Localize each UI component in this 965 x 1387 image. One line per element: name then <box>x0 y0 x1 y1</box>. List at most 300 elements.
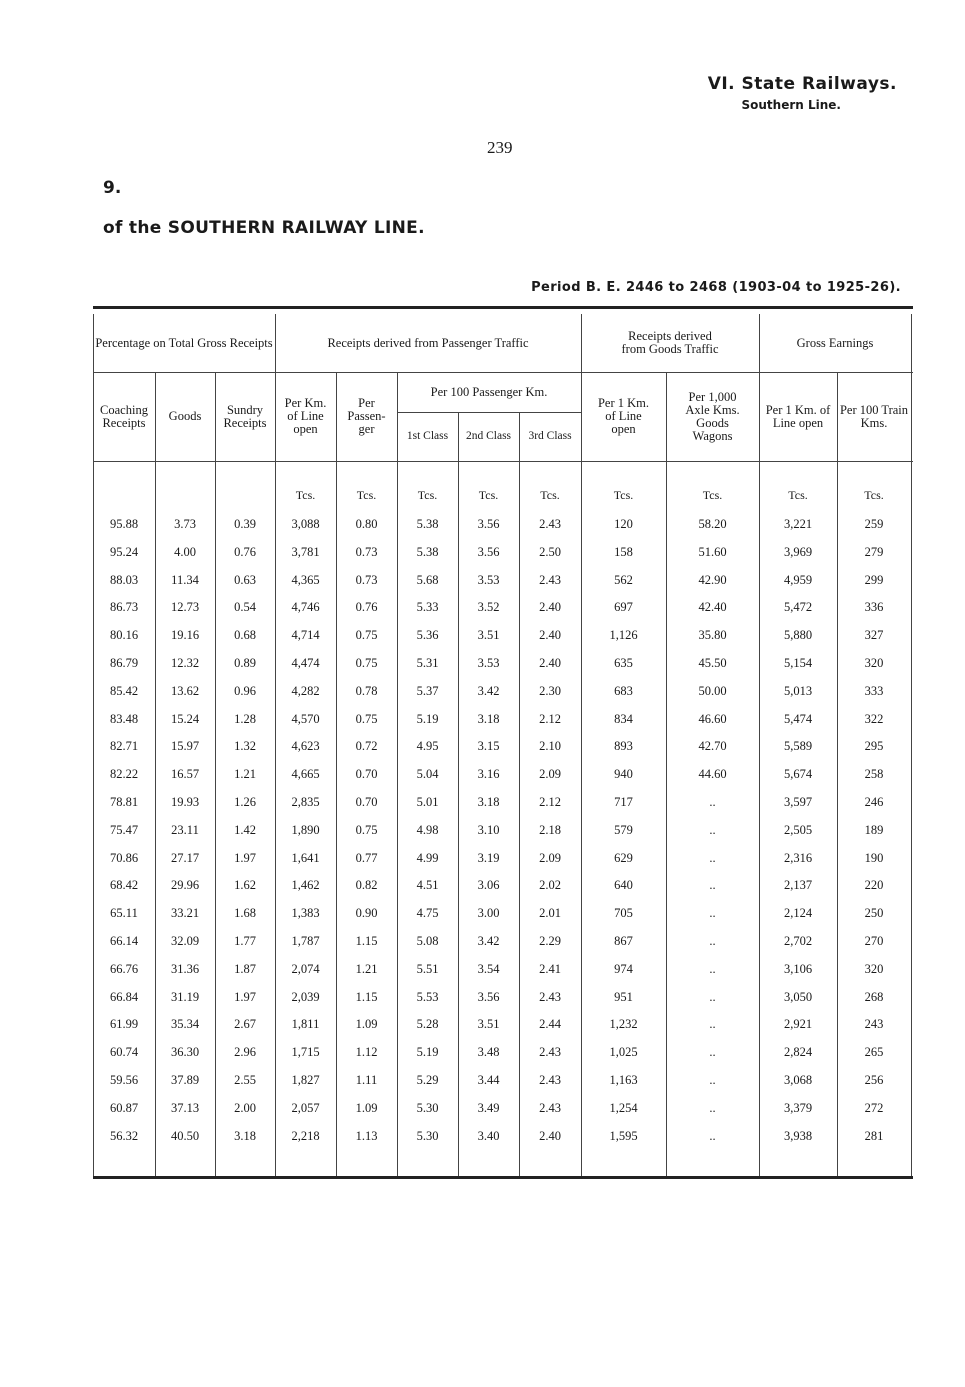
table-cell: 2.00 <box>234 1100 256 1115</box>
table-cell: 4,570 <box>291 711 320 726</box>
section-number: 9. <box>103 178 122 198</box>
table-cell: 246 <box>864 795 884 809</box>
column-header: Per 100 Train Kms. <box>839 402 909 430</box>
table-cell: 80.16 <box>109 628 139 643</box>
table-cell: 243 <box>864 1017 884 1032</box>
table-cell: 82.71 <box>109 739 139 754</box>
table-cell: 0.70 <box>355 795 378 809</box>
table-cell: 58.20 <box>698 517 727 531</box>
table-cell: 2.43 <box>539 989 561 1004</box>
group-header: Percentage on Total Gross Receipts <box>95 335 273 350</box>
table-cell: 635 <box>614 656 633 670</box>
table-cell: 4,365 <box>291 572 320 587</box>
table-cell: 974 <box>614 961 633 976</box>
table-cell: 5.38 <box>416 517 439 531</box>
table-cell: 3.16 <box>477 767 500 782</box>
table-cell: 59.56 <box>109 1073 139 1087</box>
table-cell: 2.43 <box>539 572 561 587</box>
table-cell: 45.50 <box>698 656 727 670</box>
table-cell: 2.09 <box>539 850 561 865</box>
table-cell: 95.24 <box>109 544 139 559</box>
table-cell: 3.52 <box>477 600 500 615</box>
table-cell: 32.09 <box>170 934 200 948</box>
table-cell: 0.76 <box>355 600 378 615</box>
table-cell: 322 <box>864 711 884 726</box>
table-cell: 951 <box>614 989 633 1004</box>
table-cell: 2.40 <box>539 1128 561 1143</box>
table-cell: 629 <box>614 850 633 865</box>
table-cell: 1.42 <box>234 822 256 837</box>
table-cell: 5.28 <box>416 1017 439 1032</box>
table-cell: 1.32 <box>234 739 256 754</box>
table-cell: 4,714 <box>291 628 320 643</box>
table-cell: 2.50 <box>539 544 561 559</box>
table-cell: 1,254 <box>609 1100 638 1115</box>
table-cell: 190 <box>864 850 884 865</box>
section-header <box>708 74 897 112</box>
table-cell: 1.12 <box>355 1045 378 1060</box>
table-cell: 5.01 <box>416 795 439 809</box>
table-cell: 68.42 <box>109 878 139 893</box>
table-cell: 5.31 <box>416 656 439 670</box>
unit-label: Tcs. <box>295 488 316 502</box>
table-cell: 1.09 <box>355 1100 378 1115</box>
table-cell: 0.75 <box>355 711 378 726</box>
group-header: Receipts derived from Passenger Traffic <box>327 335 529 350</box>
table-cell: .. <box>709 934 716 948</box>
table-cell: 0.73 <box>355 544 378 559</box>
table-cell: 2.02 <box>539 878 561 893</box>
table-cell: 2.67 <box>234 1017 256 1032</box>
table-cell: 4.95 <box>416 739 439 754</box>
table-cell: .. <box>709 1017 716 1032</box>
table-cell: 2.44 <box>539 1017 561 1032</box>
table-cell: 299 <box>864 572 884 587</box>
table-cell: 5.19 <box>416 711 439 726</box>
column-header: 2nd Class <box>465 430 512 442</box>
table-cell: 0.68 <box>234 628 256 643</box>
table-cell: 2.40 <box>539 656 561 670</box>
table-cell: 15.97 <box>170 739 200 754</box>
table-cell: 75.47 <box>109 822 139 837</box>
table-cell: 27.17 <box>170 850 200 865</box>
table-cell: 1,232 <box>609 1017 638 1032</box>
table-bottom-rule <box>93 1176 913 1179</box>
table-cell: 2,137 <box>783 878 813 893</box>
table-cell: 893 <box>614 739 633 754</box>
table-cell: 3.44 <box>477 1073 500 1087</box>
table-cell: 320 <box>864 656 884 670</box>
table-cell: 60.87 <box>109 1100 139 1115</box>
table-cell: 2,218 <box>291 1128 320 1143</box>
table-cell: 5.38 <box>416 544 439 559</box>
table-cell: 3.53 <box>477 572 500 587</box>
table-cell: 66.76 <box>109 961 139 976</box>
table-title: of the SOUTHERN RAILWAY LINE. <box>103 218 425 238</box>
table-cell: 3,781 <box>291 544 320 559</box>
table-cell: 33.21 <box>170 906 200 921</box>
table-cell: 2.43 <box>539 1045 561 1060</box>
table-cell: .. <box>709 961 716 976</box>
table-cell: 1,462 <box>291 878 320 893</box>
table-cell: 3,938 <box>783 1128 813 1143</box>
table-cell: 66.14 <box>109 934 139 948</box>
table-cell: .. <box>709 878 716 893</box>
table-cell: 23.11 <box>171 822 199 837</box>
table-cell: 1.21 <box>234 767 256 782</box>
table-cell: 0.96 <box>234 683 256 698</box>
table-cell: .. <box>709 1128 716 1143</box>
column-header: Coaching Receipts <box>100 402 148 430</box>
table-cell: 0.75 <box>355 822 378 837</box>
table-cell: 37.89 <box>170 1073 200 1087</box>
table-cell: 1.09 <box>355 1017 378 1032</box>
column-header: Per 1 Km. of Line open <box>597 396 650 436</box>
table-cell: 295 <box>864 739 884 754</box>
column-header: Per 1,000 Axle Kms. Goods Wagons <box>685 389 740 443</box>
table-cell: 1.97 <box>234 850 256 865</box>
table-cell: 834 <box>614 711 633 726</box>
table-cell: 1,715 <box>291 1045 320 1060</box>
table-cell: 0.75 <box>355 628 378 643</box>
table-cell: 2,824 <box>783 1045 813 1060</box>
table-cell: 1.26 <box>234 795 256 809</box>
table-cell: 250 <box>864 906 884 921</box>
table-cell: 1.28 <box>234 711 256 726</box>
table-cell: 3,050 <box>783 989 813 1004</box>
unit-label: Tcs. <box>864 488 884 502</box>
table-cell: 5.53 <box>416 989 439 1004</box>
table-cell: 2.12 <box>539 795 561 809</box>
table-cell: 0.78 <box>355 683 378 698</box>
table-cell: 940 <box>614 767 633 782</box>
table-cell: 1.21 <box>355 961 378 976</box>
table-cell: 2,057 <box>291 1100 320 1115</box>
table-cell: 3.56 <box>477 517 500 531</box>
table-cell: .. <box>709 1045 716 1060</box>
table-cell: 697 <box>614 600 633 615</box>
table-cell: 1,025 <box>609 1045 638 1060</box>
table-cell: 4,282 <box>291 683 320 698</box>
table-cell: 1,787 <box>291 934 320 948</box>
unit-label: Tcs. <box>788 488 808 502</box>
table-cell: 3.15 <box>477 739 500 754</box>
table-cell: 5,674 <box>783 767 813 782</box>
table-cell: 70.86 <box>109 850 139 865</box>
table-cell: 0.73 <box>355 572 378 587</box>
table-cell: 95.88 <box>109 517 139 531</box>
table-cell: .. <box>709 850 716 865</box>
table-cell: 3.06 <box>477 878 500 893</box>
table-cell: 1.97 <box>234 989 256 1004</box>
table-cell: 1,890 <box>291 822 320 837</box>
table-cell: 0.72 <box>355 739 378 754</box>
group-header: Gross Earnings <box>796 335 874 350</box>
table-cell: 268 <box>864 989 884 1004</box>
unit-label: Tcs. <box>540 488 560 502</box>
column-header: Goods <box>168 409 202 423</box>
table-cell: 3.18 <box>234 1128 256 1143</box>
table-cell: 0.39 <box>234 517 256 531</box>
table-cell: 4.75 <box>416 906 439 921</box>
unit-label: Tcs. <box>613 488 634 502</box>
table-cell: 88.03 <box>109 572 139 587</box>
column-header: Per Passen-ger <box>347 396 386 436</box>
table-cell: 3.18 <box>477 711 500 726</box>
table-cell: 3.48 <box>477 1045 500 1060</box>
table-cell: 0.77 <box>355 850 378 865</box>
table-cell: 220 <box>864 878 884 893</box>
table-cell: 3.40 <box>477 1128 500 1143</box>
table-cell: .. <box>709 989 716 1004</box>
unit-label: Tcs. <box>356 488 377 502</box>
table-cell: 2,124 <box>783 906 813 921</box>
table-cell: 4,474 <box>291 656 320 670</box>
table-cell: 3,221 <box>783 517 813 531</box>
table-cell: 158 <box>614 544 633 559</box>
table-cell: 5,880 <box>783 628 813 643</box>
table-cell: 270 <box>864 934 884 948</box>
table-cell: 19.16 <box>170 628 200 643</box>
table-cell: 83.48 <box>109 711 139 726</box>
column-header: Per 1 Km. of Line open <box>765 402 831 430</box>
table-cell: 281 <box>864 1128 884 1143</box>
table-cell: 320 <box>864 961 884 976</box>
table-cell: 2,039 <box>291 989 320 1004</box>
table-cell: 35.80 <box>698 628 727 643</box>
table-cell: 0.63 <box>234 572 256 587</box>
table-cell: 61.99 <box>109 1017 139 1032</box>
table-cell: 31.19 <box>170 989 200 1004</box>
table-cell: 2,835 <box>291 795 320 809</box>
table-cell: 120 <box>614 517 633 531</box>
table-cell: 1,641 <box>291 850 320 865</box>
table-cell: 2.29 <box>539 934 561 948</box>
table-cell: 2.12 <box>539 711 561 726</box>
table-cell: 3,379 <box>783 1100 813 1115</box>
table-cell: 46.60 <box>698 711 727 726</box>
table-cell: 0.70 <box>355 767 378 782</box>
table-cell: 36.30 <box>170 1045 200 1060</box>
table-cell: 15.24 <box>170 711 200 726</box>
table-cell: 5,013 <box>783 683 813 698</box>
table-cell: 42.40 <box>698 600 727 615</box>
table-cell: 1.87 <box>234 961 256 976</box>
table-cell: 1.15 <box>355 934 378 948</box>
table-cell: 4,623 <box>291 739 320 754</box>
unit-label: Tcs. <box>702 488 723 502</box>
table-cell: 2.18 <box>539 822 561 837</box>
table-cell: 327 <box>864 628 884 643</box>
column-header: 3rd Class <box>528 430 572 442</box>
table-cell: 279 <box>864 544 884 559</box>
table-cell: 5.33 <box>416 600 439 615</box>
table-cell: 5.30 <box>416 1128 439 1143</box>
unit-label: Tcs. <box>417 488 438 502</box>
table-cell: 4.98 <box>416 822 439 837</box>
table-cell: 3,969 <box>783 544 813 559</box>
table-cell: 42.70 <box>698 739 727 754</box>
table-cell: 1.11 <box>355 1073 378 1087</box>
column-header: Per Km. of Line open <box>284 396 327 436</box>
table-cell: 35.34 <box>170 1017 200 1032</box>
table-cell: 5.37 <box>416 683 439 698</box>
table-cell: 4.51 <box>416 878 439 893</box>
table-cell: 1,811 <box>291 1017 320 1032</box>
col-rule <box>911 314 912 1176</box>
table-cell: 51.60 <box>698 544 727 559</box>
unit-label: Tcs. <box>478 488 499 502</box>
table-cell: 3,597 <box>783 795 813 809</box>
table-cell: 3,088 <box>291 517 320 531</box>
table-cell: 86.79 <box>109 656 139 670</box>
table-cell: 4,959 <box>783 572 813 587</box>
table-cell: 82.22 <box>109 767 139 782</box>
table-cell: 2.30 <box>539 683 561 698</box>
table-cell: 336 <box>864 600 884 615</box>
table-cell: 2.43 <box>539 1100 561 1115</box>
table-cell: 12.32 <box>170 656 200 670</box>
table-cell: .. <box>709 1100 716 1115</box>
table-cell: 3.54 <box>477 961 500 976</box>
table-cell: .. <box>709 795 716 809</box>
table-cell: 1,163 <box>609 1073 638 1087</box>
table-cell: 1,827 <box>291 1073 320 1087</box>
table-cell: 29.96 <box>170 878 200 893</box>
table-cell: 5,589 <box>783 739 813 754</box>
table-cell: 0.54 <box>234 600 256 615</box>
table-cell: 2,702 <box>783 934 813 948</box>
table-cell: 1,595 <box>609 1128 638 1143</box>
table-cell: 265 <box>864 1045 884 1060</box>
table-cell: 2,505 <box>783 822 813 837</box>
table-cell: 683 <box>614 683 633 698</box>
table-cell: 2.01 <box>539 906 561 921</box>
table-cell: 3,068 <box>783 1073 813 1087</box>
table-cell: 5.51 <box>416 961 439 976</box>
table-cell: 1,126 <box>609 628 638 643</box>
table-cell: 12.73 <box>170 600 200 615</box>
table-cell: 66.84 <box>109 989 139 1004</box>
subgroup-header: Per 100 Passenger Km. <box>430 384 548 399</box>
table-cell: 579 <box>614 822 633 837</box>
table-cell: 867 <box>614 934 633 948</box>
table-cell: 65.11 <box>110 906 138 921</box>
table-cell: 2.96 <box>234 1045 256 1060</box>
table-cell: 2.40 <box>539 600 561 615</box>
table-cell: 5.30 <box>416 1100 439 1115</box>
table-cell: 16.57 <box>170 767 200 782</box>
table-cell: 50.00 <box>698 683 727 698</box>
table-cell: 3.51 <box>477 628 500 643</box>
table-cell: 2.43 <box>539 517 561 531</box>
table-cell: 2.09 <box>539 767 561 782</box>
table-cell: 1.13 <box>355 1128 378 1143</box>
table-cell: 717 <box>614 795 633 809</box>
table-cell: 11.34 <box>171 572 199 587</box>
table-cell: 3.00 <box>477 906 500 921</box>
table-cell: 0.89 <box>234 656 256 670</box>
table-cell: 1.62 <box>234 878 256 893</box>
table-cell: 2.43 <box>539 1073 561 1087</box>
table-cell: 3.19 <box>477 850 500 865</box>
table-cell: 3.56 <box>477 989 500 1004</box>
table-cell: 258 <box>864 767 884 782</box>
table-cell: 0.80 <box>355 517 378 531</box>
table-cell: 2.10 <box>539 739 561 754</box>
section-title: VI. State Railways. <box>707 74 897 94</box>
table-cell: 1.77 <box>234 934 256 948</box>
table-cell: 4,665 <box>291 767 320 782</box>
table-cell: 2,316 <box>783 850 813 865</box>
table-cell: 189 <box>864 822 884 837</box>
table-cell: 5,474 <box>783 711 813 726</box>
page-number: 239 <box>487 138 513 157</box>
table-cell: 4.00 <box>174 544 196 559</box>
table-cell: 40.50 <box>170 1128 200 1143</box>
table-cell: 13.62 <box>170 683 200 698</box>
table-cell: 256 <box>864 1073 884 1087</box>
table-cell: 0.76 <box>234 544 256 559</box>
table-cell: 86.73 <box>109 600 139 615</box>
table-cell: 1,383 <box>291 906 320 921</box>
group-header: Receipts derived from Goods Traffic <box>621 329 719 356</box>
table-cell: 1.68 <box>234 906 256 921</box>
table-cell: 3,106 <box>783 961 813 976</box>
statistics-table <box>93 306 913 1180</box>
period-label: Period B. E. 2446 to 2468 (1903-04 to 1925-26). <box>531 280 901 295</box>
table-cell: 5,472 <box>783 600 813 615</box>
table-cell: 3.18 <box>477 795 500 809</box>
table-cell: 60.74 <box>109 1045 139 1060</box>
table-cell: 5.36 <box>416 628 439 643</box>
table-cell: 2,921 <box>783 1017 813 1032</box>
header-bottom-rule <box>93 461 913 462</box>
table-cell: 78.81 <box>109 795 139 809</box>
table-cell: 3.73 <box>174 517 196 531</box>
table-cell: 333 <box>864 683 884 698</box>
table-cell: 42.90 <box>698 572 727 587</box>
table-cell: 31.36 <box>170 961 200 976</box>
column-header: 1st Class <box>406 430 449 442</box>
table-cell: 259 <box>864 517 884 531</box>
table-cell: 44.60 <box>698 767 727 782</box>
table-cell: 2.55 <box>234 1073 256 1087</box>
table-cell: 0.90 <box>355 906 378 921</box>
table-cell: 3.42 <box>477 934 500 948</box>
table-cell: 19.93 <box>170 795 200 809</box>
table-cell: 2.40 <box>539 628 561 643</box>
table-cell: 5.29 <box>416 1073 439 1087</box>
table-cell: 37.13 <box>170 1100 200 1115</box>
table-cell: 5.08 <box>416 934 439 948</box>
section-subtitle: Southern Line. <box>741 98 841 112</box>
table-cell: 3.49 <box>477 1100 500 1115</box>
table-cell: 562 <box>614 572 633 587</box>
table-cell: 5.19 <box>416 1045 439 1060</box>
table-cell: 272 <box>864 1100 884 1115</box>
table-cell: 705 <box>614 906 633 921</box>
table-cell: 0.75 <box>355 656 378 670</box>
table-cell: .. <box>709 822 716 837</box>
table-cell: 85.42 <box>109 683 139 698</box>
table-cell: 56.32 <box>109 1128 139 1143</box>
table-cell: 5.04 <box>416 767 439 782</box>
table-cell: 3.42 <box>477 683 500 698</box>
table-cell: 0.82 <box>355 878 378 893</box>
table-cell: 4.99 <box>416 850 439 865</box>
table-cell: 3.53 <box>477 656 500 670</box>
